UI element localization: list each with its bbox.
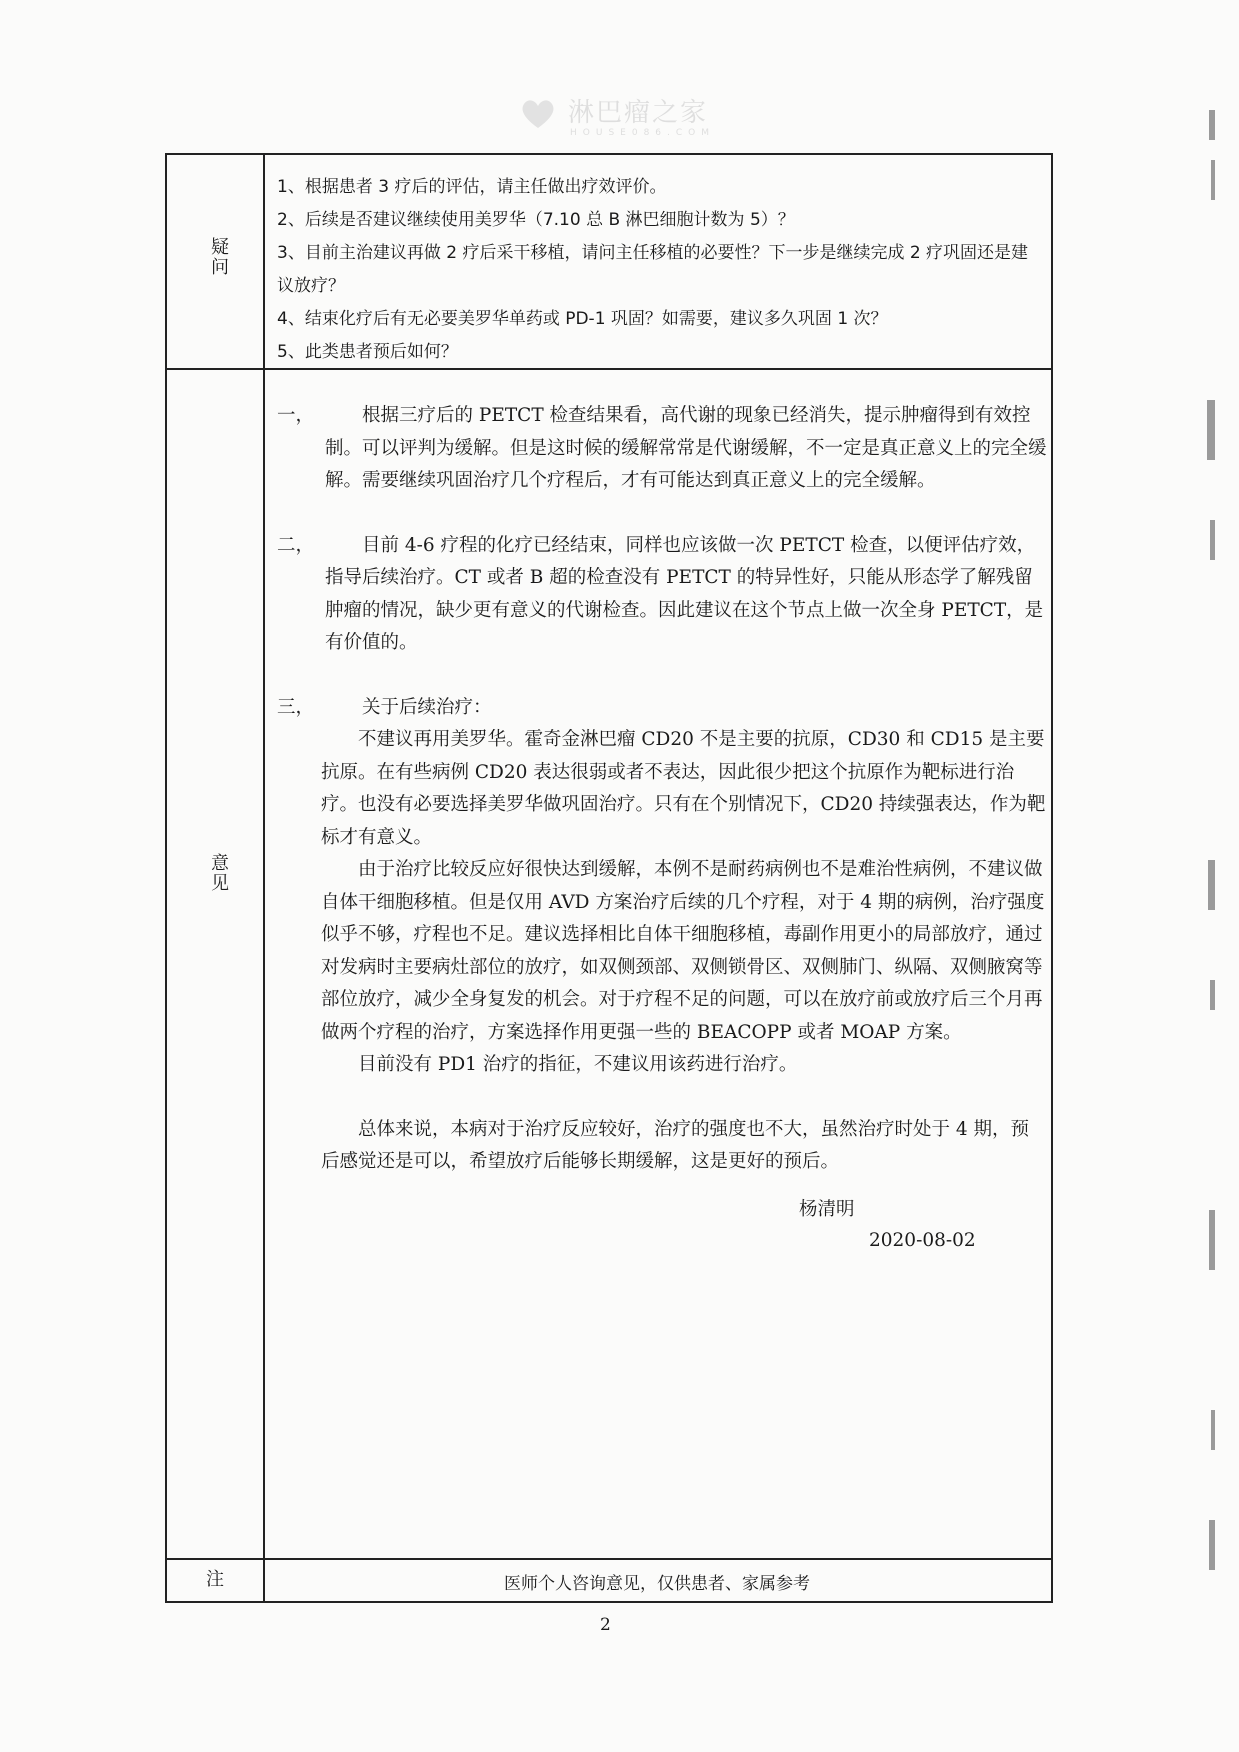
- question-item: 5、此类患者预后如何？: [277, 342, 458, 362]
- note-text: 医师个人咨询意见，仅供患者、家属参考: [504, 1574, 810, 1594]
- questions-label: 疑问: [208, 237, 229, 277]
- heart-icon: [520, 98, 556, 130]
- opinion-paragraph-2: [277, 530, 1047, 660]
- opinion-date: 2020-08-02: [869, 1230, 976, 1251]
- paragraph-number: 二，: [277, 534, 315, 556]
- consultation-table: [165, 153, 1053, 1603]
- opinion-summary: 总体来说，本病对于治疗反应较好，治疗的强度也不大，虽然治疗时处于 4 期，预后感觉还是可以，希望放疗后能够长期缓解，这是更好的预后。: [321, 1118, 1030, 1172]
- opinion-label: 意见: [208, 853, 229, 893]
- note-label: 注: [206, 1569, 224, 1590]
- paragraph-number: 一，: [277, 405, 315, 426]
- logo-text: 淋巴瘤之家: [568, 98, 709, 128]
- opinion-text: [277, 400, 1047, 1179]
- question-item: 3、目前主治建议再做 2 疗后采干移植，请问主任移植的必要性？下一步是继续完成 2 疗巩固还是建议放疗？: [277, 243, 1029, 296]
- opinion-paragraph-3b: 由于治疗比较反应好很快达到缓解，本例不是耐药病例也不是难治性病例，不建议做自体干细胞移植。但是仅用 AVD 方案治疗后续的几个疗程，对于 4 期的病例，治疗强度似乎不够，疗程也不足。建议选择相比自体干细胞移植，毒副作用更小的局部放疗，通过对发病时主要病灶部位的放疗，如双侧颈部、双侧锁骨区、双侧肺门、纵隔、双侧腋窝等部位放疗，减少全身复发的机会。对于疗程不足的问题，可以在放疗前或放疗后三个月再做两个疗程的治疗，方案选择作用更强一些的 BEACOPP 或者 MOAP 方案。: [321, 859, 1045, 1043]
- paragraph-text: 目前 4-6 疗程的化疗已经结束，同样也应该做一次 PETCT 检查，以便评估疗效，指导后续治疗。CT 或者 B 超的检查没有 PETCT 的特异性好，只能从形态学了解残留肿瘤的情况，缺少更有意义的代谢检查。因此建议在这个节点上做一次全身 PETCT，是有价值的。: [325, 534, 1044, 653]
- opinion-paragraph-1: [277, 400, 1047, 498]
- doctor-signature: 杨清明: [799, 1199, 855, 1220]
- watermark-logo: [520, 88, 740, 144]
- page-number: 2: [600, 1615, 611, 1635]
- logo-subtext: HOUSE086.COM: [570, 128, 716, 138]
- paragraph-number: 三，: [277, 696, 315, 718]
- paragraph-heading: 关于后续治疗：: [362, 696, 492, 718]
- row-divider-opinion: [167, 1558, 1051, 1560]
- paragraph-text: 根据三疗后的 PETCT 检查结果看，高代谢的现象已经消失，提示肿瘤得到有效控制。可以评判为缓解。但是这时候的缓解常常是代谢缓解，不一定是真正意义上的完全缓解。需要继续巩固治疗几个疗程后，才有可能达到真正意义上的完全缓解。: [325, 405, 1047, 491]
- opinion-paragraph-3a: 不建议再用美罗华。霍奇金淋巴瘤 CD20 不是主要的抗原，CD30 和 CD15 是主要抗原。在有些病例 CD20 表达很弱或者不表达，因此很少把这个抗原作为靶标进行治疗。也没有必要选择美罗华做巩固治疗。只有在个别情况下，CD20 持续强表达，作为靶标才有意义。: [321, 729, 1046, 848]
- scan-edge-noise: [1201, 100, 1221, 1650]
- question-item: 1、根据患者 3 疗后的评估，请主任做出疗效评价。: [277, 177, 667, 197]
- question-item: 4、结束化疗后有无必要美罗华单药或 PD-1 巩固？如需要，建议多久巩固 1 次？: [277, 309, 888, 329]
- question-item: 2、后续是否建议继续使用美罗华（7.10 总 B 淋巴细胞计数为 5）？: [277, 210, 795, 230]
- column-divider: [263, 155, 265, 1601]
- opinion-paragraph-3c: 目前没有 PD1 治疗的指征，不建议用该药进行治疗。: [358, 1054, 798, 1075]
- questions-list: [277, 171, 1042, 369]
- opinion-paragraph-3: [277, 692, 1047, 725]
